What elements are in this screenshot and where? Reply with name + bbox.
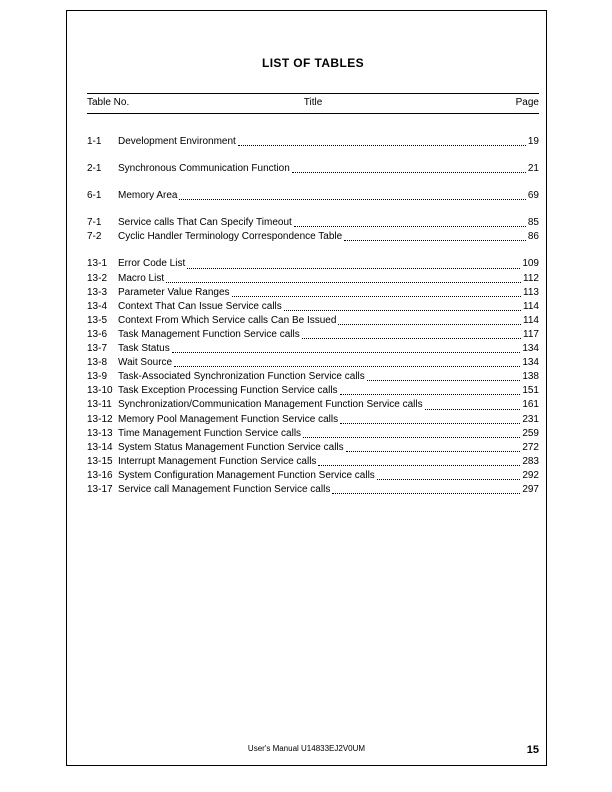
dot-leader <box>332 493 520 494</box>
toc-row <box>87 216 539 230</box>
toc-entry-title: Service call Management Function Service calls <box>118 483 331 495</box>
toc-entry-number: 13-11 <box>87 399 112 411</box>
toc-row <box>87 189 539 203</box>
toc-entry-title: Macro List <box>118 272 165 284</box>
toc-entry-page: 69 <box>527 190 539 202</box>
toc-entry-page: 114 <box>523 314 539 326</box>
toc-row <box>87 257 539 271</box>
toc-row <box>87 413 539 427</box>
toc-row <box>87 230 539 244</box>
toc-entry-title: Time Management Function Service calls <box>118 427 302 439</box>
page-border <box>66 10 547 766</box>
toc-entry-title: Parameter Value Ranges <box>118 286 230 298</box>
toc-entry-page: 134 <box>522 357 539 369</box>
toc-entry-page: 109 <box>522 258 539 270</box>
toc-entry-title: Task-Associated Synchronization Function Service calls <box>118 371 365 383</box>
toc-row <box>87 328 539 342</box>
dot-leader <box>303 437 520 438</box>
toc-entry-title: Cyclic Handler Terminology Correspondence Table <box>118 231 343 243</box>
toc-entry-title: Memory Pool Management Function Service calls <box>118 413 339 425</box>
toc-entry-title: Synchronization/Communication Management Function Service calls <box>118 399 423 411</box>
toc-entry-page: 19 <box>527 136 539 147</box>
dot-leader <box>340 423 520 424</box>
toc-entry-number: 2-1 <box>87 163 102 175</box>
toc-entry-title: Error Code List <box>118 258 186 270</box>
toc-row <box>87 469 539 483</box>
toc-entry-number: 13-15 <box>87 455 113 467</box>
dot-leader <box>179 199 525 200</box>
toc-entry-page: 231 <box>522 413 539 425</box>
toc-entry-page: 114 <box>523 300 539 312</box>
toc-entry-page: 117 <box>523 328 539 340</box>
toc-entry-number: 7-2 <box>87 231 102 243</box>
toc-entry-page: 85 <box>527 217 539 229</box>
toc-entry-title: Development Environment <box>118 136 236 147</box>
dot-leader <box>302 338 521 339</box>
toc-header-row <box>87 93 539 114</box>
toc-entry-number: 13-12 <box>87 413 113 425</box>
toc-entry-page: 134 <box>522 343 539 355</box>
dot-leader <box>187 268 520 269</box>
dot-leader <box>172 352 521 353</box>
toc-entry-page: 112 <box>523 272 539 284</box>
toc-entry-number: 13-16 <box>87 469 113 481</box>
toc-row <box>87 370 539 384</box>
column-header-page: Page <box>515 97 539 108</box>
toc-row <box>87 162 539 176</box>
toc-entry-number: 7-1 <box>87 217 102 229</box>
toc-entry-number: 13-17 <box>87 483 113 495</box>
page-title: LIST OF TABLES <box>261 56 365 70</box>
toc-entry-title: Interrupt Management Function Service calls <box>118 455 317 467</box>
toc-entry-title: System Status Management Function Service calls <box>118 441 344 453</box>
dot-leader <box>284 310 521 311</box>
dot-leader <box>425 409 521 410</box>
toc-row <box>87 441 539 455</box>
footer-page-number: 15 <box>526 744 539 756</box>
dot-leader <box>232 296 522 297</box>
dot-leader <box>238 145 526 146</box>
toc-entry-number: 13-7 <box>87 343 108 355</box>
toc-entry-number: 13-5 <box>87 314 108 326</box>
toc-entry-title: Service calls That Can Specify Timeout <box>118 217 292 229</box>
dot-leader <box>340 394 521 395</box>
toc-entry-page: 138 <box>522 371 539 383</box>
toc-row <box>87 342 539 356</box>
toc-entry-page: 292 <box>522 469 539 481</box>
column-header-table-no: Table No. <box>87 97 130 108</box>
toc-entry-number: 13-14 <box>87 441 113 453</box>
toc-row <box>87 483 539 497</box>
toc-entry-number: 13-2 <box>87 272 108 284</box>
toc-entry-page: 272 <box>522 441 539 453</box>
toc-entry-title: Task Exception Processing Function Service calls <box>118 385 338 397</box>
toc-row <box>87 300 539 314</box>
toc-entry-page: 259 <box>522 427 539 439</box>
footer-manual-text: User's Manual U14833EJ2V0UM <box>247 744 366 753</box>
toc-entry-number: 13-10 <box>87 385 113 397</box>
toc-entry-number: 13-1 <box>87 258 108 270</box>
toc-row <box>87 272 539 286</box>
dot-leader <box>377 479 521 480</box>
toc-row <box>87 384 539 398</box>
toc-group-7 <box>87 216 539 244</box>
dot-leader <box>346 451 521 452</box>
toc-entry-number: 6-1 <box>87 190 102 202</box>
toc-entry-title: Context From Which Service calls Can Be Issued <box>118 314 337 326</box>
toc-row <box>87 398 539 412</box>
toc-entry-page: 151 <box>522 385 539 397</box>
toc-entry-number: 13-4 <box>87 300 108 312</box>
dot-leader <box>338 324 521 325</box>
toc-entry-page: 283 <box>522 455 539 467</box>
toc-entry-page: 161 <box>522 399 539 411</box>
dot-leader <box>174 366 520 367</box>
toc-row <box>87 356 539 370</box>
toc-entry-number: 13-3 <box>87 286 108 298</box>
toc-group-13 <box>87 257 539 497</box>
toc-entry-number: 13-13 <box>87 427 113 439</box>
toc-entry-title: Context That Can Issue Service calls <box>118 300 282 312</box>
toc-entry-page: 86 <box>527 231 539 243</box>
toc-entry-title: Task Status <box>118 343 170 355</box>
dot-leader <box>166 282 521 283</box>
dot-leader <box>367 380 521 381</box>
toc-row <box>87 286 539 300</box>
toc-row <box>87 455 539 469</box>
toc-entry-title: Memory Area <box>118 190 178 202</box>
toc-row <box>87 314 539 328</box>
dot-leader <box>318 465 520 466</box>
toc-entry-number: 13-9 <box>87 371 108 383</box>
toc-entry-number: 1-1 <box>87 136 102 147</box>
dot-leader <box>294 226 526 227</box>
toc-entry-title: Synchronous Communication Function <box>118 163 290 175</box>
toc-group-2 <box>87 162 539 176</box>
toc-row <box>87 135 539 149</box>
toc-entry-page: 297 <box>522 483 539 495</box>
toc-entry-page: 113 <box>523 286 539 298</box>
dot-leader <box>344 240 526 241</box>
toc-entry-number: 13-6 <box>87 328 108 340</box>
dot-leader <box>292 172 526 173</box>
toc-entry-title: System Configuration Management Function Service calls <box>118 469 375 481</box>
toc-group-1 <box>87 135 539 149</box>
toc-group-6 <box>87 189 539 203</box>
toc-entry-title: Task Management Function Service calls <box>118 328 300 340</box>
page-content <box>87 11 539 497</box>
toc-entry-title: Wait Source <box>118 357 173 369</box>
toc-entry-page: 21 <box>527 163 539 175</box>
toc-entries <box>87 135 539 497</box>
column-header-title: Title <box>303 97 323 108</box>
toc-entry-number: 13-8 <box>87 357 108 369</box>
toc-row <box>87 427 539 441</box>
